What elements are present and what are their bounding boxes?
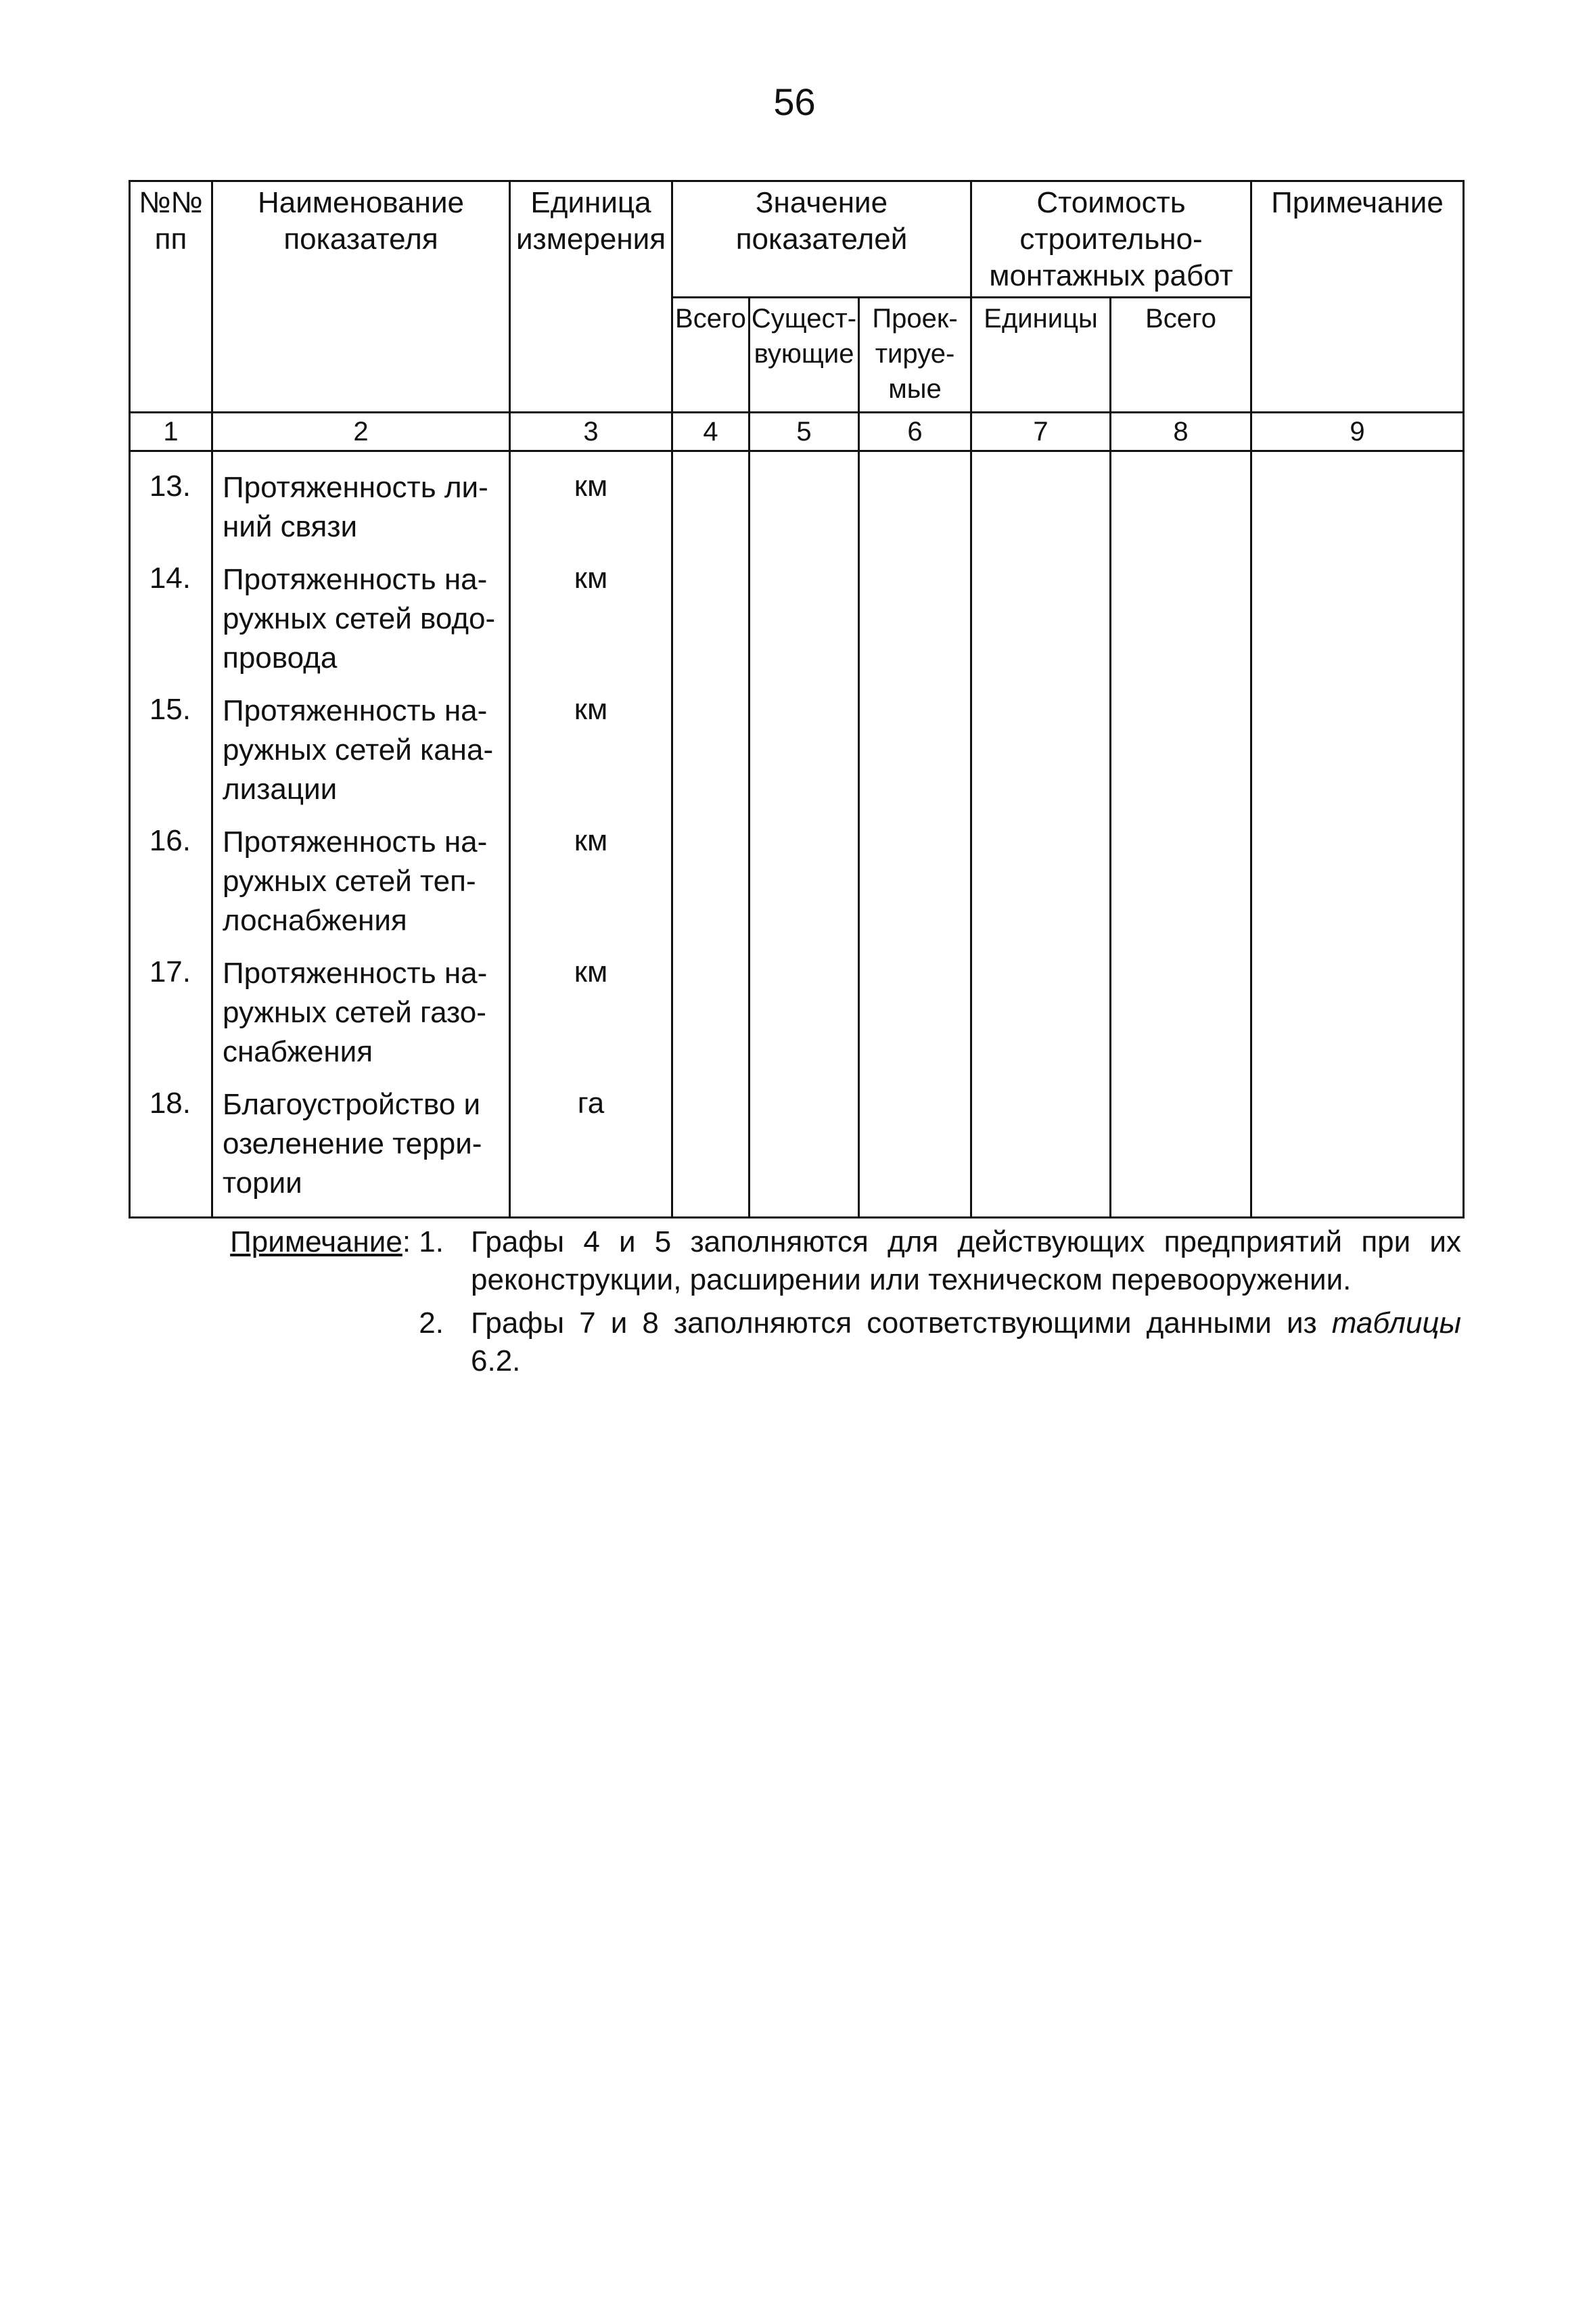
column-number: 3 <box>510 413 672 451</box>
cell-projected <box>859 691 971 823</box>
row-name: Протяженность на- ружных сетей газо- снабжения <box>212 954 510 1085</box>
header-total: Всего <box>672 298 750 413</box>
column-number: 6 <box>859 413 971 451</box>
cell-existing <box>750 1085 859 1218</box>
cell-projected <box>859 560 971 691</box>
table-row <box>130 691 1464 823</box>
note-text: Графы 7 и 8 заполняются соответствующими данными из таблицы 6.2. <box>471 1306 1461 1377</box>
row-unit: км <box>510 451 672 561</box>
cell-note <box>1251 954 1464 1085</box>
table-row <box>130 823 1464 954</box>
column-number: 7 <box>971 413 1111 451</box>
indicators-table <box>129 180 1465 1218</box>
cell-cost-unit <box>971 560 1111 691</box>
header-num: №№ пп <box>130 181 212 413</box>
cell-cost-total <box>1111 691 1251 823</box>
cell-total <box>672 954 750 1085</box>
table-row <box>130 954 1464 1085</box>
header-existing: Сущест- вующие <box>750 298 859 413</box>
row-unit: км <box>510 823 672 954</box>
header-projected: Проек- тируе- мые <box>859 298 971 413</box>
cell-cost-total <box>1111 1085 1251 1218</box>
table-row <box>130 451 1464 561</box>
cell-projected <box>859 823 971 954</box>
cell-projected <box>859 1085 971 1218</box>
cell-cost-unit <box>971 1085 1111 1218</box>
header-cost-unit: Единицы <box>971 298 1111 413</box>
cell-cost-unit <box>971 954 1111 1085</box>
cell-cost-total <box>1111 560 1251 691</box>
cell-note <box>1251 451 1464 561</box>
row-number: 16. <box>130 823 212 954</box>
column-number-row <box>130 413 1464 451</box>
row-name: Протяженность на- ружных сетей водо- провода <box>212 560 510 691</box>
header-cost-group: Стоимость строительно- монтажных работ <box>971 181 1251 298</box>
table-row <box>130 1085 1464 1218</box>
cell-cost-total <box>1111 451 1251 561</box>
row-unit: км <box>510 560 672 691</box>
table-row <box>130 560 1464 691</box>
row-number: 14. <box>130 560 212 691</box>
note-item <box>223 1223 1461 1299</box>
column-number: 1 <box>130 413 212 451</box>
column-number: 4 <box>672 413 750 451</box>
cell-projected <box>859 954 971 1085</box>
header-note: Примечание <box>1251 181 1464 413</box>
row-name: Протяженность на- ружных сетей теп- лоснабжения <box>212 823 510 954</box>
column-number: 2 <box>212 413 510 451</box>
cell-cost-unit <box>971 823 1111 954</box>
note-number: 2. <box>419 1306 444 1340</box>
row-name: Протяженность на- ружных сетей кана- лизации <box>212 691 510 823</box>
cell-note <box>1251 823 1464 954</box>
row-unit: га <box>510 1085 672 1218</box>
row-number: 18. <box>130 1085 212 1218</box>
cell-projected <box>859 451 971 561</box>
notes-section <box>223 1223 1461 1386</box>
note-label: Примечание: 1. <box>230 1225 444 1258</box>
row-name: Протяженность ли- ний связи <box>212 451 510 561</box>
cell-cost-unit <box>971 691 1111 823</box>
cell-note <box>1251 1085 1464 1218</box>
cell-total <box>672 560 750 691</box>
row-unit: км <box>510 954 672 1085</box>
row-number: 17. <box>130 954 212 1085</box>
note-text: Графы 4 и 5 заполняются для действующих предприятий при их реконструкции, расширении или техническом перевооружении. <box>471 1225 1461 1296</box>
header-name: Наименование показателя <box>212 181 510 413</box>
cell-existing <box>750 451 859 561</box>
column-number: 9 <box>1251 413 1464 451</box>
cell-existing <box>750 954 859 1085</box>
cell-note <box>1251 560 1464 691</box>
cell-existing <box>750 560 859 691</box>
row-number: 15. <box>130 691 212 823</box>
cell-cost-total <box>1111 823 1251 954</box>
note-item <box>223 1304 1461 1380</box>
header-values-group: Значение показателей <box>672 181 971 298</box>
row-name: Благоустройство и озеленение терри- тории <box>212 1085 510 1218</box>
cell-total <box>672 1085 750 1218</box>
row-unit: км <box>510 691 672 823</box>
cell-total <box>672 451 750 561</box>
cell-note <box>1251 691 1464 823</box>
cell-total <box>672 691 750 823</box>
cell-existing <box>750 823 859 954</box>
cell-existing <box>750 691 859 823</box>
column-number: 5 <box>750 413 859 451</box>
header-cost-total: Всего <box>1111 298 1251 413</box>
page-number: 56 <box>773 81 816 123</box>
column-number: 8 <box>1111 413 1251 451</box>
cell-total <box>672 823 750 954</box>
cell-cost-unit <box>971 451 1111 561</box>
cell-cost-total <box>1111 954 1251 1085</box>
header-unit: Единица измерения <box>510 181 672 413</box>
row-number: 13. <box>130 451 212 561</box>
